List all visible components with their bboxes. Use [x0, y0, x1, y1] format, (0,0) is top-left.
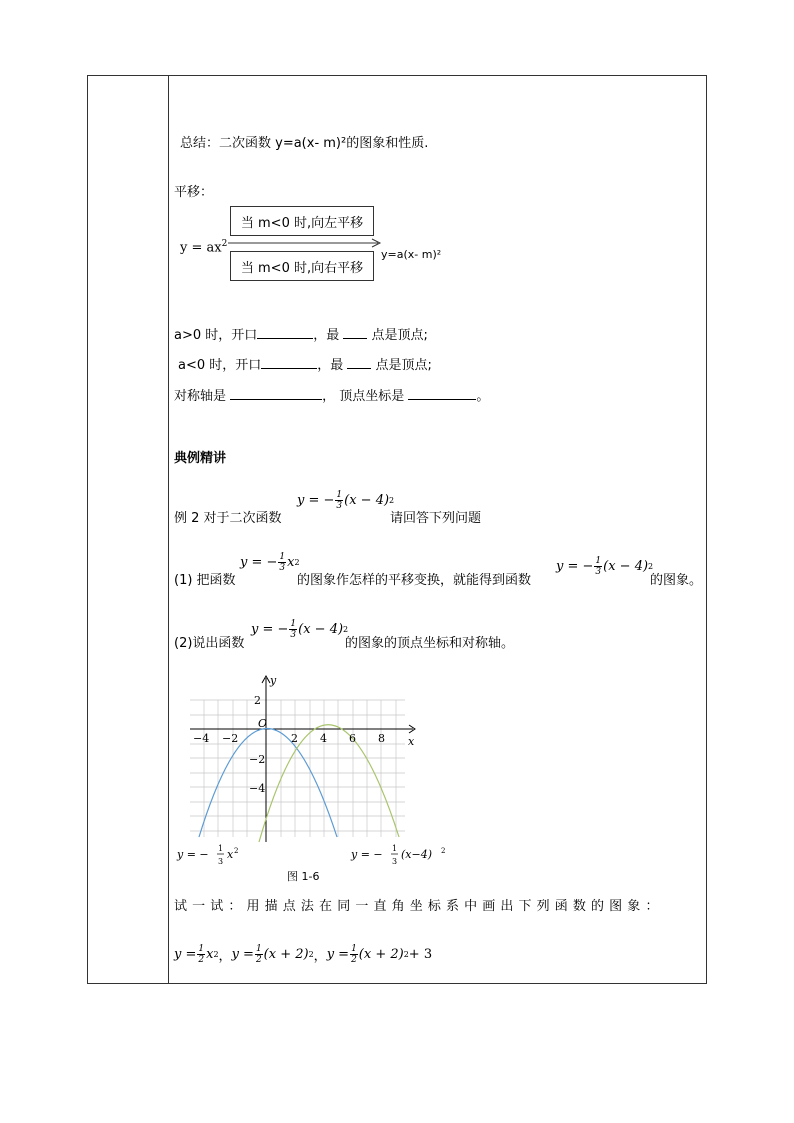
prop1-c: ，最	[313, 328, 344, 343]
blank-opening-1	[257, 326, 313, 339]
prop1-b: >0 时，开口	[181, 328, 258, 343]
column-divider	[168, 76, 169, 983]
blank-vertex	[408, 387, 476, 400]
y-tick-neg4: −4	[249, 782, 266, 795]
q2-prefix: (2)说出函数	[174, 636, 245, 651]
property-line-2	[178, 356, 432, 374]
prop2-b: <0 时，开口	[185, 358, 262, 373]
base-formula-text: y = ax	[180, 240, 222, 256]
x-tick-8: 8	[378, 732, 385, 745]
y-tick-2: 2	[254, 694, 261, 707]
q1-suffix: 的图象。	[650, 573, 703, 588]
blank-extreme-2	[347, 356, 371, 369]
prop2-a: a	[178, 358, 186, 373]
formula-example: y = − $\frac{1}{3}$ (x − 4) 2	[297, 490, 395, 511]
x-tick-4: 4	[320, 732, 327, 745]
try-it-text: 试 一 试 ： 用 描 点 法 在 同 一 直 角 坐 标 系 中 画 出 下 列 函 数 的 图 象 ：	[174, 899, 659, 914]
base-formula	[180, 236, 227, 256]
prop3-a: 对称轴是	[174, 389, 231, 404]
x-axis-label: x	[408, 735, 415, 748]
target-formula: y=a(x- m)²	[381, 248, 442, 261]
try-formulas: y = $\frac{1}{2}$ x 2 ， y = $\frac{1}{2}$ (x + 2) 2 ， y = $\frac{1}{2}$ (x + 2) 2 + 3	[174, 944, 433, 965]
curve1-tail: x	[227, 848, 234, 861]
blank-axis	[230, 387, 322, 400]
q1-middle: 的图象作怎样的平移变换，就能得到函数	[297, 573, 532, 588]
curve-blue	[199, 729, 337, 838]
property-line-3	[174, 387, 489, 405]
example-label: 例 2 对于二次函数	[174, 511, 282, 526]
section-title: 典例精讲	[174, 451, 227, 466]
x-tick-2: 2	[291, 732, 298, 745]
curve1-label: y = −	[177, 848, 209, 861]
x-tick-neg4: −4	[193, 732, 210, 745]
prop1-d: 点是顶点;	[371, 328, 428, 343]
base-formula-exp: 2	[221, 239, 228, 249]
q1-prefix: (1) 把函数	[174, 573, 236, 588]
curve2-tail: (x−4)	[401, 848, 433, 861]
formula-q1-source: y = − $\frac{1}{3}$ x 2	[240, 552, 300, 573]
origin-label: O	[258, 717, 268, 730]
formula-q2: y = − $\frac{1}{3}$ (x − 4) 2	[251, 619, 349, 640]
curve2-label: y = −	[351, 848, 383, 861]
blank-extreme-1	[343, 326, 367, 339]
box-shift-right	[230, 251, 374, 281]
svg-text:2: 2	[234, 847, 239, 855]
prop2-c: ，最	[317, 358, 348, 373]
box-shift-right-text: 当 m<0 时,向右平移	[240, 260, 364, 276]
prop3-b: ， 顶点坐标是	[322, 389, 409, 404]
prop1-a: a	[174, 328, 182, 343]
y-axis-label: y	[270, 674, 277, 687]
formula-q1-target: y = − $\frac{1}{3}$ (x − 4) 2	[556, 556, 654, 577]
y-tick-neg2: −2	[249, 753, 266, 766]
x-tick-neg2: −2	[222, 732, 239, 745]
svg-text:1: 1	[392, 844, 398, 853]
svg-text:2: 2	[441, 847, 446, 855]
prop2-d: 点是顶点;	[375, 358, 432, 373]
svg-text:3: 3	[218, 857, 224, 866]
parabola-figure	[175, 672, 455, 887]
property-line-1	[174, 326, 428, 344]
figure-caption: 图 1-6	[287, 870, 320, 883]
q2-suffix: 的图象的顶点坐标和对称轴。	[345, 636, 515, 651]
example-after: 请回答下列问题	[390, 511, 482, 526]
arrow	[228, 238, 384, 248]
grid	[190, 700, 405, 837]
box-shift-left-text: 当 m<0 时,向左平移	[240, 215, 364, 231]
summary-line: 总结：二次函数 y=a(x- m)²的图象和性质.	[180, 136, 429, 151]
blank-opening-2	[261, 356, 317, 369]
translation-label: 平移：	[174, 185, 214, 200]
box-shift-left	[230, 206, 374, 236]
x-tick-6: 6	[349, 732, 356, 745]
prop3-c: 。	[476, 389, 490, 404]
svg-text:1: 1	[218, 844, 224, 853]
svg-text:3: 3	[392, 857, 398, 866]
